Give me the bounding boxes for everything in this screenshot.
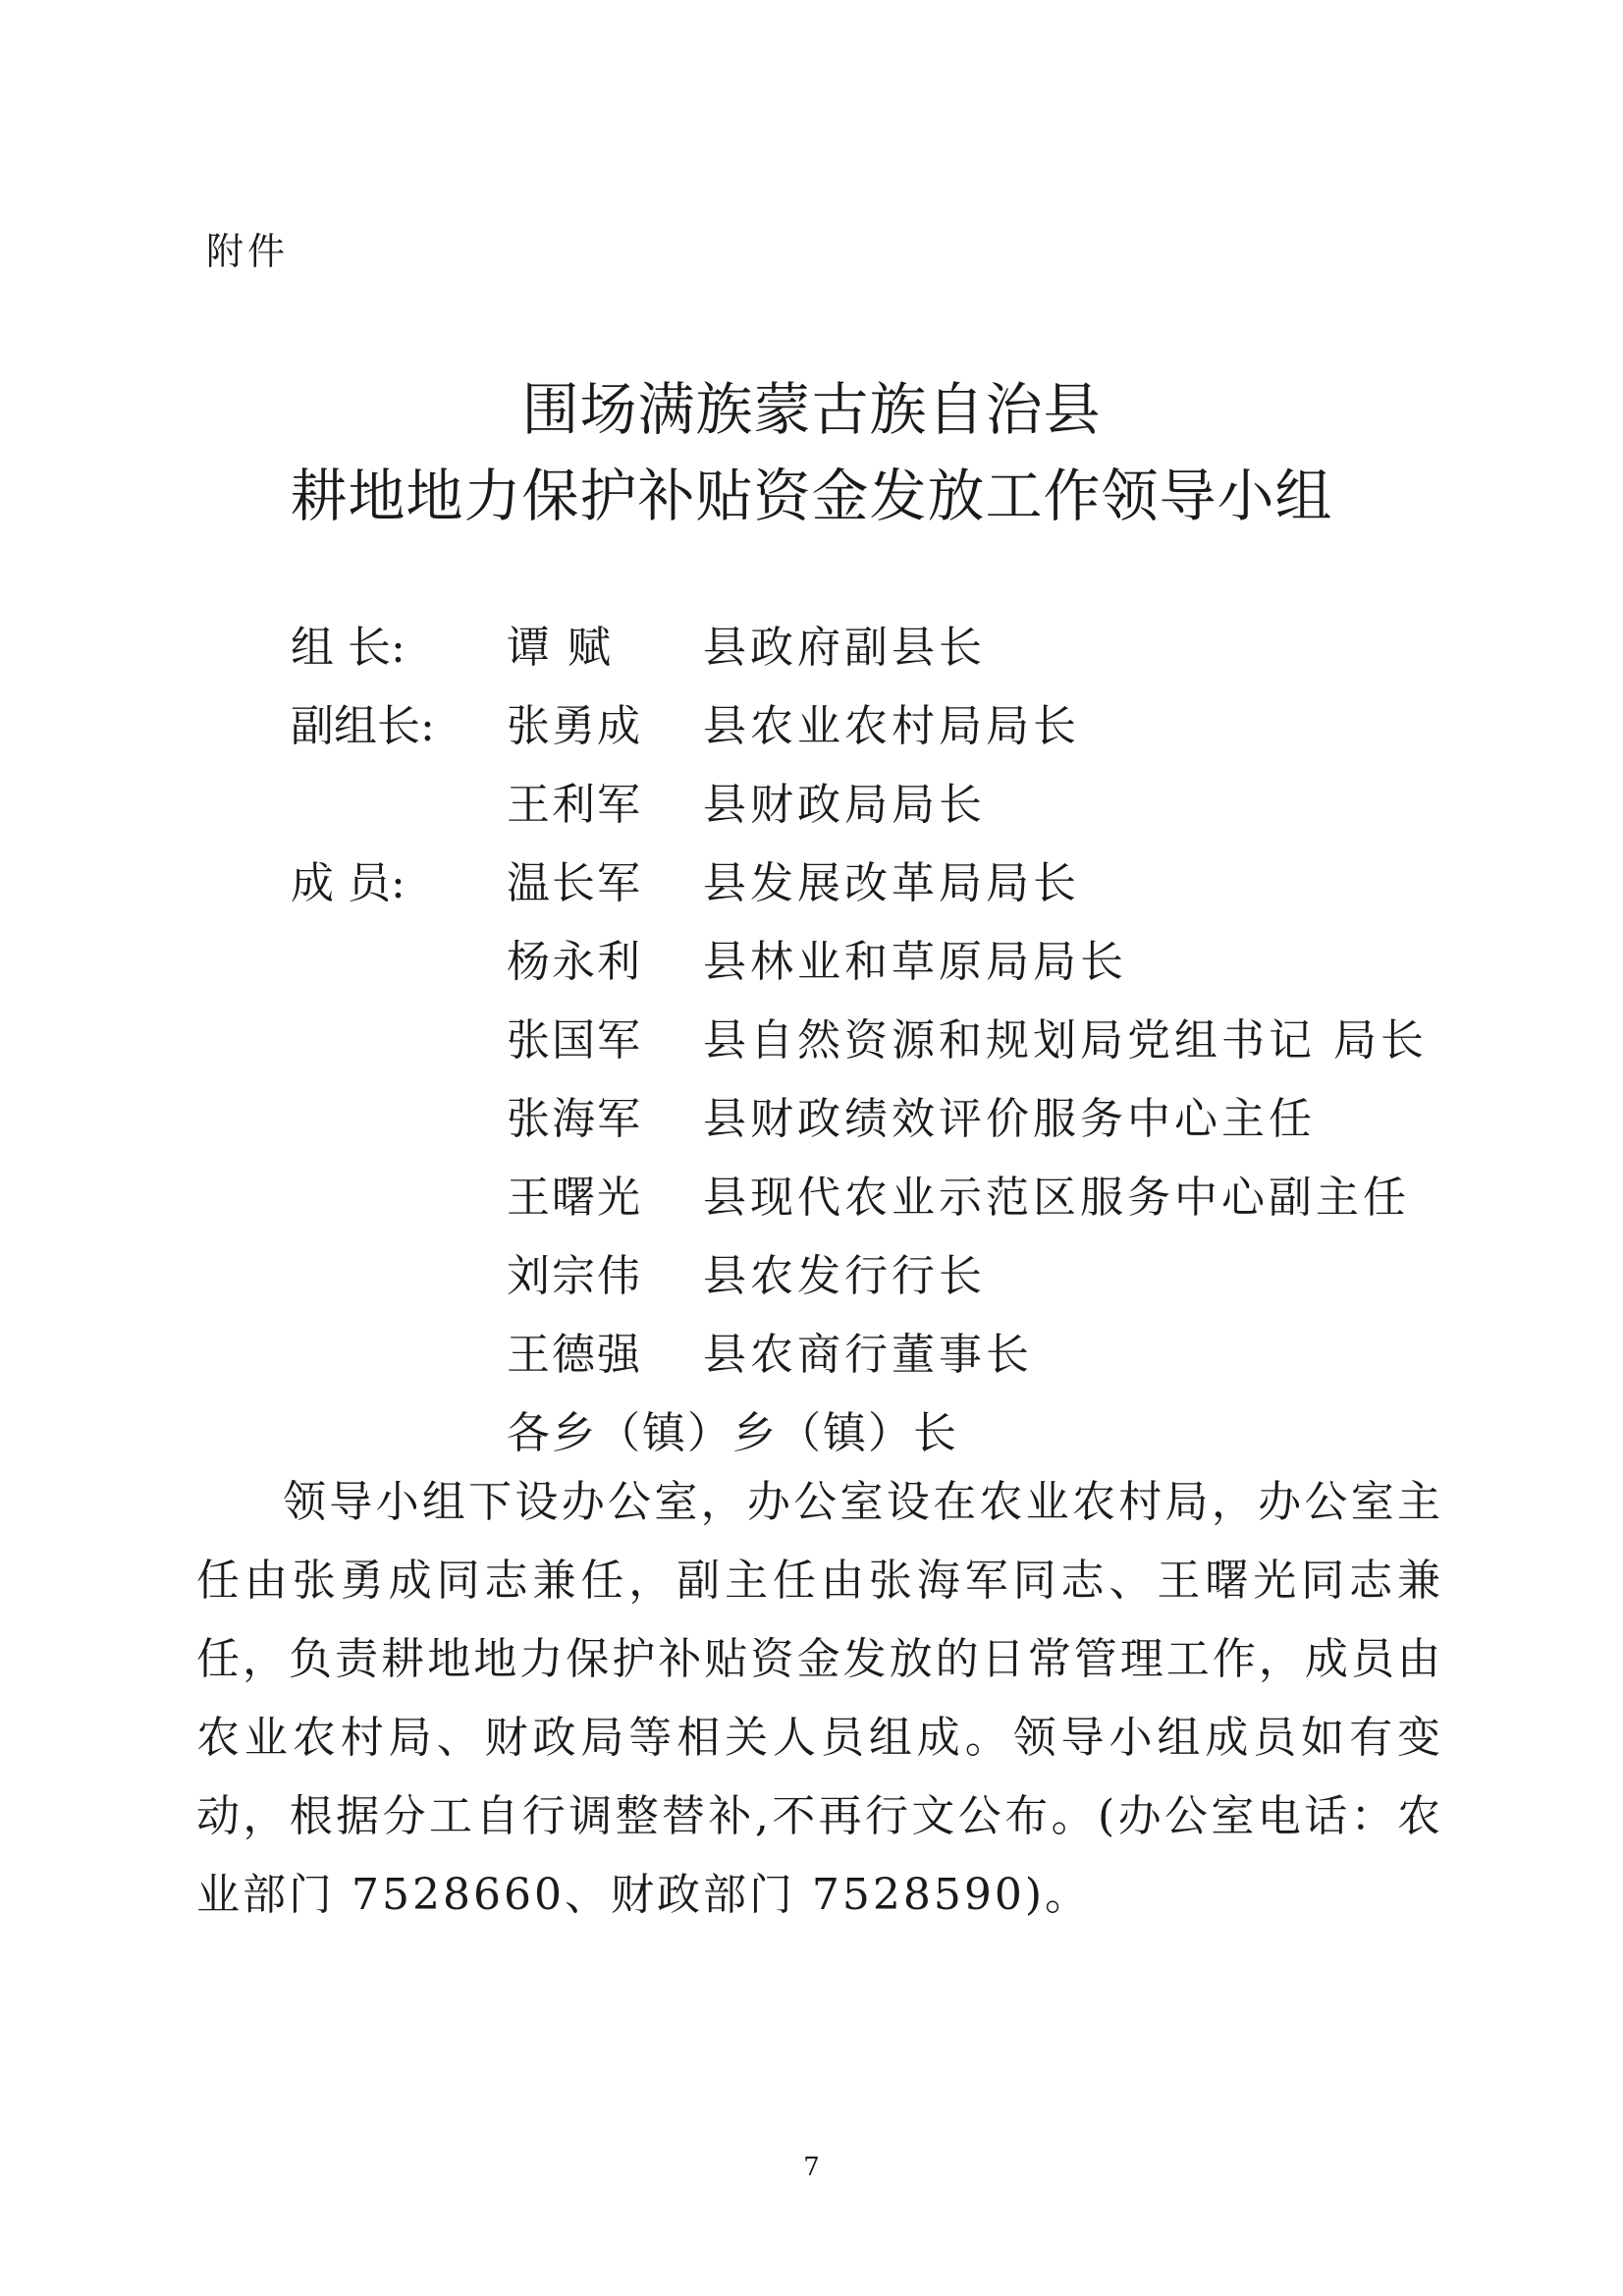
roster-row bbox=[291, 923, 1469, 1002]
roster-title: 县发展改革局局长 bbox=[703, 858, 1080, 908]
document-title-line-1: 围场满族蒙古族自治县 bbox=[521, 376, 1102, 443]
roster-name: 温长军 bbox=[507, 858, 642, 908]
roster-role: 成 员: bbox=[291, 858, 406, 908]
roster-title: 县林业和草原局局长 bbox=[703, 937, 1127, 987]
roster-title: 县农发行行长 bbox=[703, 1251, 986, 1301]
roster-row bbox=[291, 1394, 1469, 1473]
roster-row bbox=[291, 845, 1469, 923]
roster-name: 张国军 bbox=[507, 1015, 642, 1066]
roster-name: 刘宗伟 bbox=[507, 1251, 642, 1301]
document-title-line-2: 耕地地力保护补贴资金发放工作领导小组 bbox=[290, 463, 1333, 529]
roster-row bbox=[291, 1316, 1469, 1394]
roster-role: 组 长: bbox=[291, 623, 406, 673]
roster-name: 张海军 bbox=[507, 1094, 642, 1144]
roster-row bbox=[291, 766, 1469, 845]
roster-row bbox=[291, 609, 1469, 687]
roster-title: 县现代农业示范区服务中心副主任 bbox=[703, 1173, 1410, 1223]
page-number: 7 bbox=[803, 2153, 820, 2182]
roster-row bbox=[291, 1159, 1469, 1237]
office-paragraph: 领导小组下设办公室，办公室设在农业农村局，办公室主任由张勇成同志兼任，副主任由张海军同志、王曙光同志兼任，负责耕地地力保护补贴资金发放的日常管理工作，成员由农业农村局、财政局等相关人员组成。领导小组成员如有变动，根据分工自行调整替补,不再行文公布。(办公室电话：农业部门 7528660、财政部门 7528590)。 bbox=[196, 1477, 1443, 1920]
roster-title: 县财政局局长 bbox=[703, 780, 986, 830]
member-roster bbox=[291, 609, 1469, 1473]
roster-name: 杨永利 bbox=[507, 937, 642, 987]
roster-title: 县财政绩效评价服务中心主任 bbox=[703, 1094, 1316, 1144]
roster-title: 县农业农村局局长 bbox=[703, 701, 1080, 751]
roster-title: 县自然资源和规划局党组书记 局长 bbox=[703, 1015, 1428, 1066]
roster-name: 王曙光 bbox=[507, 1173, 642, 1223]
roster-name: 王利军 bbox=[507, 780, 642, 830]
roster-title: 县农商行董事长 bbox=[703, 1330, 1033, 1380]
roster-name: 各乡（镇）乡（镇）长 bbox=[507, 1408, 958, 1458]
roster-row bbox=[291, 1237, 1469, 1316]
roster-row bbox=[291, 1002, 1469, 1080]
roster-name: 谭 赋 bbox=[507, 623, 613, 673]
roster-role: 副组长: bbox=[291, 701, 435, 751]
roster-row bbox=[291, 1080, 1469, 1159]
roster-row bbox=[291, 687, 1469, 766]
roster-name: 张勇成 bbox=[507, 701, 642, 751]
roster-name: 王德强 bbox=[507, 1330, 642, 1380]
attachment-label: 附件 bbox=[206, 230, 290, 273]
roster-title: 县政府副县长 bbox=[703, 623, 986, 673]
